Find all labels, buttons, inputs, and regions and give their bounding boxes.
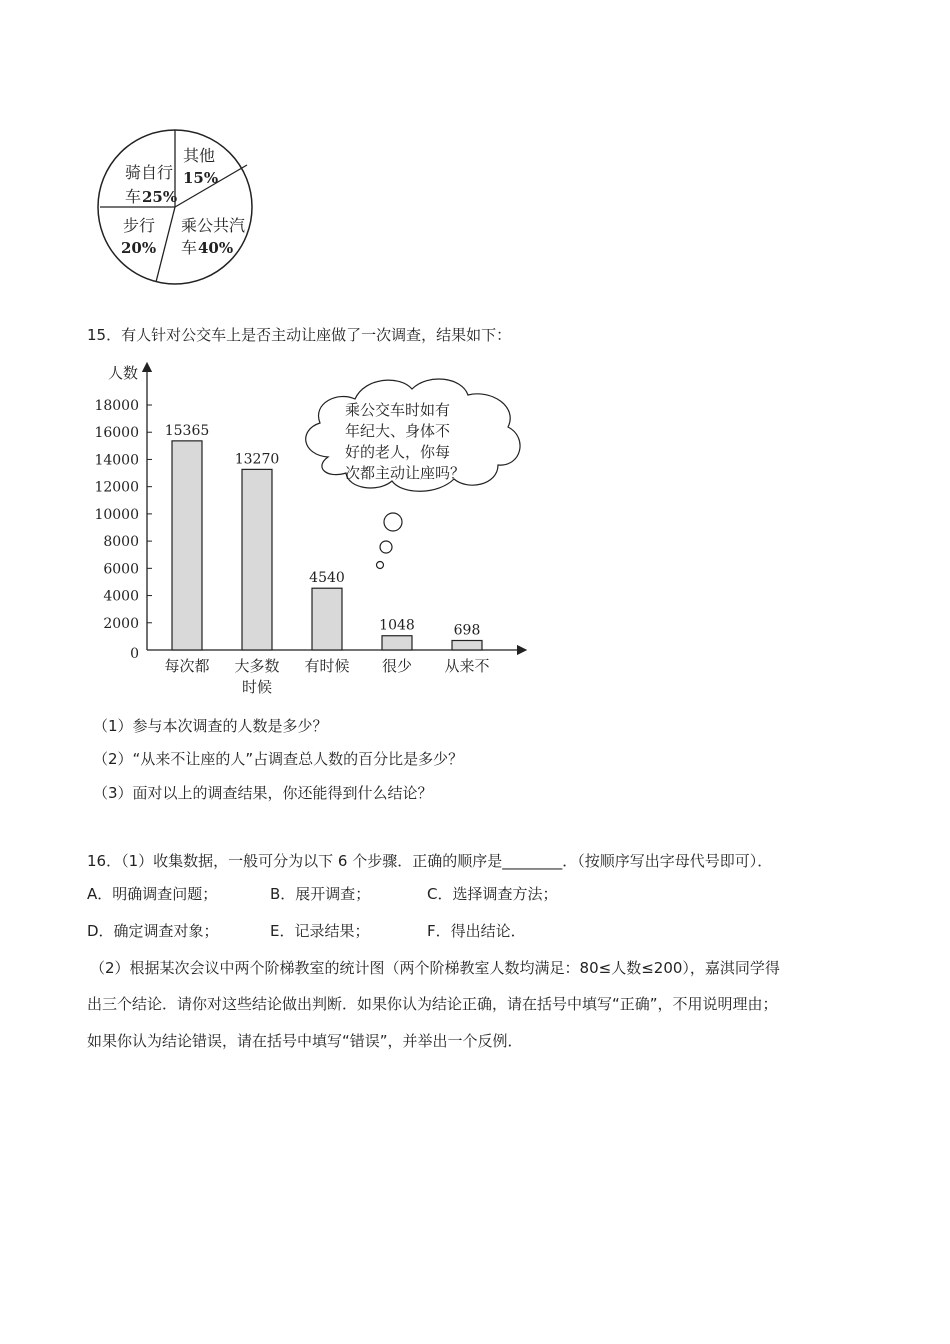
pie-slice-label-bus-2: 车 <box>181 238 198 257</box>
x-tick-label: 从来不 <box>444 657 490 675</box>
x-tick-label: 每次都 <box>164 657 210 675</box>
bar-value-label: 13270 <box>234 451 280 468</box>
bar-value-label: 15365 <box>164 422 210 439</box>
q15-stem: 15．有人针对公交车上是否主动让座做了一次调查，结果如下： <box>87 326 512 344</box>
q16-part2-line1: （2）根据某次会议中两个阶梯教室的统计图（两个阶梯教室人数均满足：80≤人数≤200），嘉淇同学得 <box>90 959 780 977</box>
bar <box>452 640 482 650</box>
y-tick-label: 6000 <box>103 561 139 578</box>
pie-slice-pct-walk: 20% <box>121 239 157 257</box>
y-tick-label: 16000 <box>94 425 139 442</box>
pie-slice-pct-bus: 40% <box>198 239 234 257</box>
y-tick-label: 18000 <box>94 398 139 414</box>
pie-slice-label-other: 其他 <box>183 146 216 165</box>
bar <box>312 588 342 650</box>
q16-option-a: A．明确调查问题； <box>87 885 218 903</box>
y-tick-label: 0 <box>130 646 139 662</box>
pie-slice-label-bus: 乘公共汽 <box>181 216 246 235</box>
y-tick-label: 12000 <box>94 479 139 496</box>
pie-slice-label-bike: 骑自行 <box>125 163 174 182</box>
pie-slice-pct-bike: 25% <box>142 188 178 206</box>
thought-dot-medium <box>380 541 392 553</box>
bar-value-label: 698 <box>453 622 481 639</box>
bar-chart <box>90 355 540 700</box>
q16-stem: 16．（1）收集数据，一般可分为以下 6 个步骤．正确的顺序是________．（按顺序写出字母代号即可）． <box>87 852 773 870</box>
y-tick-label: 4000 <box>103 588 139 605</box>
bar <box>172 441 202 650</box>
q15-sub1: （1）参与本次调查的人数是多少？ <box>93 717 328 735</box>
bar <box>242 469 272 650</box>
q16-option-c: C．选择调查方法； <box>427 885 558 903</box>
y-ticks <box>94 398 152 662</box>
pie-slice-pct-other: 15% <box>183 169 219 187</box>
bubble-line-1: 乘公交车时如有 <box>345 401 451 419</box>
y-tick-label: 10000 <box>94 506 139 523</box>
thought-dot-large <box>384 513 402 531</box>
x-tick-label: 大多数 <box>234 657 280 675</box>
q16-option-f: F．得出结论． <box>427 922 526 940</box>
bubble-line-2: 年纪大、身体不 <box>345 422 451 440</box>
q15-sub2: （2）“从来不让座的人”占调查总人数的百分比是多少？ <box>93 750 464 768</box>
x-tick-label: 有时候 <box>304 657 350 675</box>
q16-option-b: B．展开调查； <box>270 885 371 903</box>
pie-slice-label-walk: 步行 <box>123 216 156 235</box>
q16-option-d: D．确定调查对象； <box>87 922 219 940</box>
x-tick-label: 很少 <box>381 657 413 675</box>
q16-part2-line3: 如果你认为结论错误，请在括号中填写“错误”，并举出一个反例． <box>87 1032 523 1050</box>
x-tick-label: 时候 <box>241 678 273 696</box>
y-axis-label: 人数 <box>108 364 139 382</box>
q16-option-e: E．记录结果； <box>270 922 370 940</box>
q15-sub3: （3）面对以上的调查结果，你还能得到什么结论？ <box>93 784 433 802</box>
bubble-line-3: 好的老人，你每 <box>345 443 451 461</box>
y-tick-label: 14000 <box>94 452 139 469</box>
q16-part2-line2: 出三个结论．请你对这些结论做出判断．如果你认为结论正确，请在括号中填写“正确”，不用说明理由； <box>87 995 778 1013</box>
y-tick-label: 8000 <box>103 534 139 551</box>
thought-dot-small <box>377 562 384 569</box>
x-tick-labels <box>164 657 489 696</box>
bar-value-label: 1048 <box>379 617 415 634</box>
y-tick-label: 2000 <box>103 615 139 632</box>
bar <box>382 636 412 650</box>
bar-value-label: 4540 <box>309 570 345 587</box>
pie-slice-label-bike-2: 车 <box>125 187 142 206</box>
pie-chart <box>95 125 265 295</box>
bubble-line-4: 次都主动让座吗？ <box>345 464 466 482</box>
